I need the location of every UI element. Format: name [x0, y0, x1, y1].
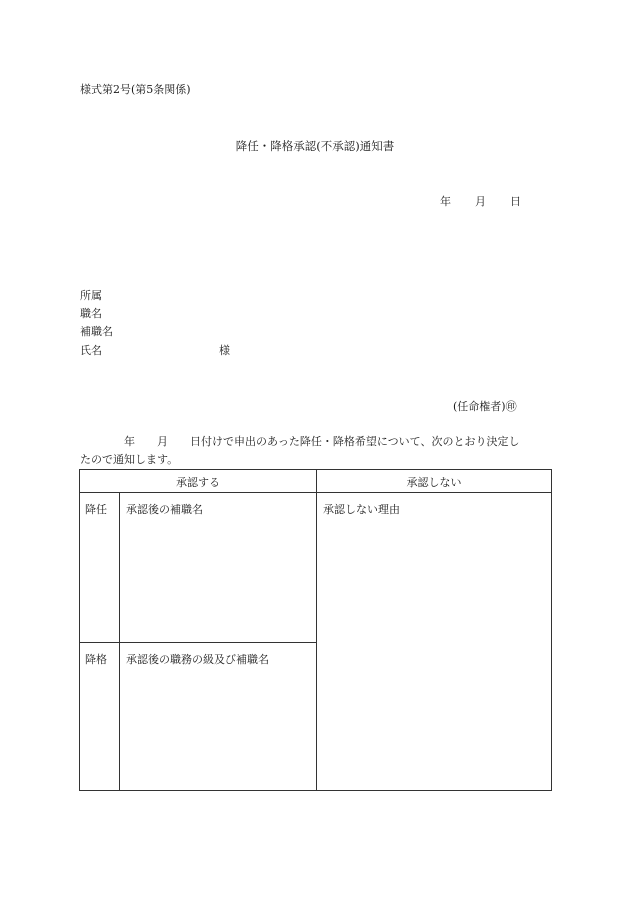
body-year-label: 年: [124, 435, 135, 448]
decision-table: [79, 469, 552, 791]
body-text-line1: 日付けで申出のあった降任・降格希望について、次のとおり決定し: [190, 435, 520, 448]
date-month-label: 月: [475, 195, 486, 208]
demotion-field-label: 承認後の補職名: [126, 503, 203, 516]
label-column-divider: [119, 492, 120, 790]
appointing-authority-seal: (任命権者)㊞: [453, 400, 517, 413]
honorific: 様: [219, 344, 230, 357]
date-year-label: 年: [440, 195, 451, 208]
aux-position-label: 補職名: [80, 325, 113, 338]
approve-header: 承認する: [176, 476, 220, 489]
downgrade-label: 降格: [85, 653, 107, 666]
body-month-label: 月: [157, 435, 168, 448]
body-text-line2: たので通知します。: [80, 453, 179, 466]
body-paragraph: [80, 433, 555, 469]
demotion-label: 降任: [85, 503, 107, 516]
disapprove-reason-label: 承認しない理由: [323, 503, 400, 516]
row-divider: [80, 642, 316, 643]
affiliation-label: 所属: [80, 289, 102, 302]
name-label: 氏名: [80, 344, 102, 357]
column-divider: [316, 470, 317, 790]
document-title: 降任・降格承認(不承認)通知書: [235, 139, 395, 153]
downgrade-field-label: 承認後の職務の級及び補職名: [126, 653, 269, 666]
form-number: 様式第2号(第5条関係): [80, 83, 191, 96]
date-day-label: 日: [510, 195, 521, 208]
position-label: 職名: [80, 307, 102, 320]
disapprove-header: 承認しない: [406, 476, 462, 489]
date-line: [440, 193, 521, 209]
